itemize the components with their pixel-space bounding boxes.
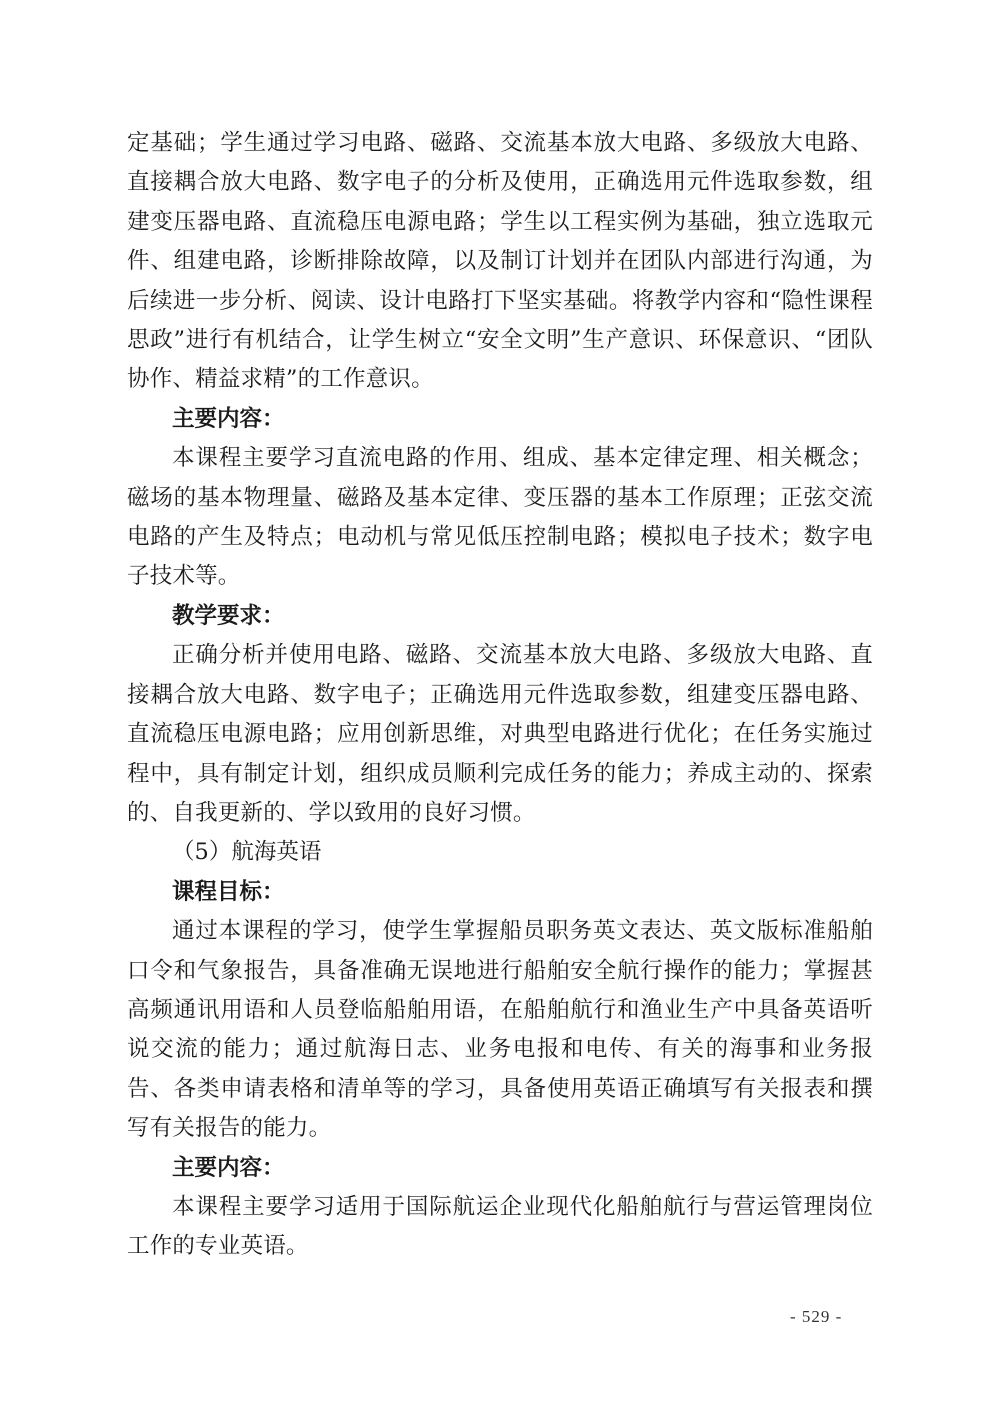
section-title-maritime-english: （5）航海英语 (172, 839, 322, 866)
document-body (127, 124, 873, 1267)
paragraph-main-content: 本课程主要学习直流电路的作用、组成、基本定律定理、相关概念；磁场的基本物理量、磁路及基本定律、变压器的基本工作原理；正弦交流电路的产生及特点；电动机与常见低压控制电路；模拟电子技术；数字电子技术等。 (127, 445, 873, 590)
heading-course-goal: 课程目标： (172, 878, 285, 905)
heading-main-content-2: 主要内容： (172, 1154, 285, 1181)
page-number: - 529 - (790, 1307, 843, 1326)
heading-teaching-requirements: 教学要求： (172, 602, 285, 629)
paragraph-course-goal: 通过本课程的学习，使学生掌握船员职务英文表达、英文版标准船舶口令和气象报告，具备准确无误地进行船舶安全航行操作的能力；掌握甚高频通讯用语和人员登临船舶用语，在船舶航行和渔业生产中具备英语听说交流的能力；通过航海日志、业务电报和电传、有关的海事和业务报告、各类申请表格和清单等的学习，具备使用英语正确填写有关报表和撰写有关报告的能力。 (127, 918, 873, 1142)
paragraph-course-goal-continued: 定基础；学生通过学习电路、磁路、交流基本放大电路、多级放大电路、直接耦合放大电路、数字电子的分析及使用，正确选用元件选取参数，组建变压器电路、直流稳压电源电路；学生以工程实例为基础，独立选取元件、组建电路，诊断排除故障，以及制订计划并在团队内部进行沟通，为后续进一步分析、阅读、设计电路打下坚实基础。将教学内容和“隐性课程思政”进行有机结合，让学生树立“安全文明”生产意识、环保意识、“团队协作、精益求精”的工作意识。 (127, 130, 873, 393)
paragraph-teaching-requirements: 正确分析并使用电路、磁路、交流基本放大电路、多级放大电路、直接耦合放大电路、数字电子；正确选用元件选取参数，组建变压器电路、直流稳压电源电路；应用创新思维，对典型电路进行优化；在任务实施过程中，具有制定计划，组织成员顺利完成任务的能力；养成主动的、探索的、自我更新的、学以致用的良好习惯。 (127, 642, 873, 826)
heading-main-content: 主要内容： (172, 405, 285, 432)
paragraph-main-content-2: 本课程主要学习适用于国际航运企业现代化船舶航行与营运管理岗位工作的专业英语。 (127, 1193, 873, 1260)
